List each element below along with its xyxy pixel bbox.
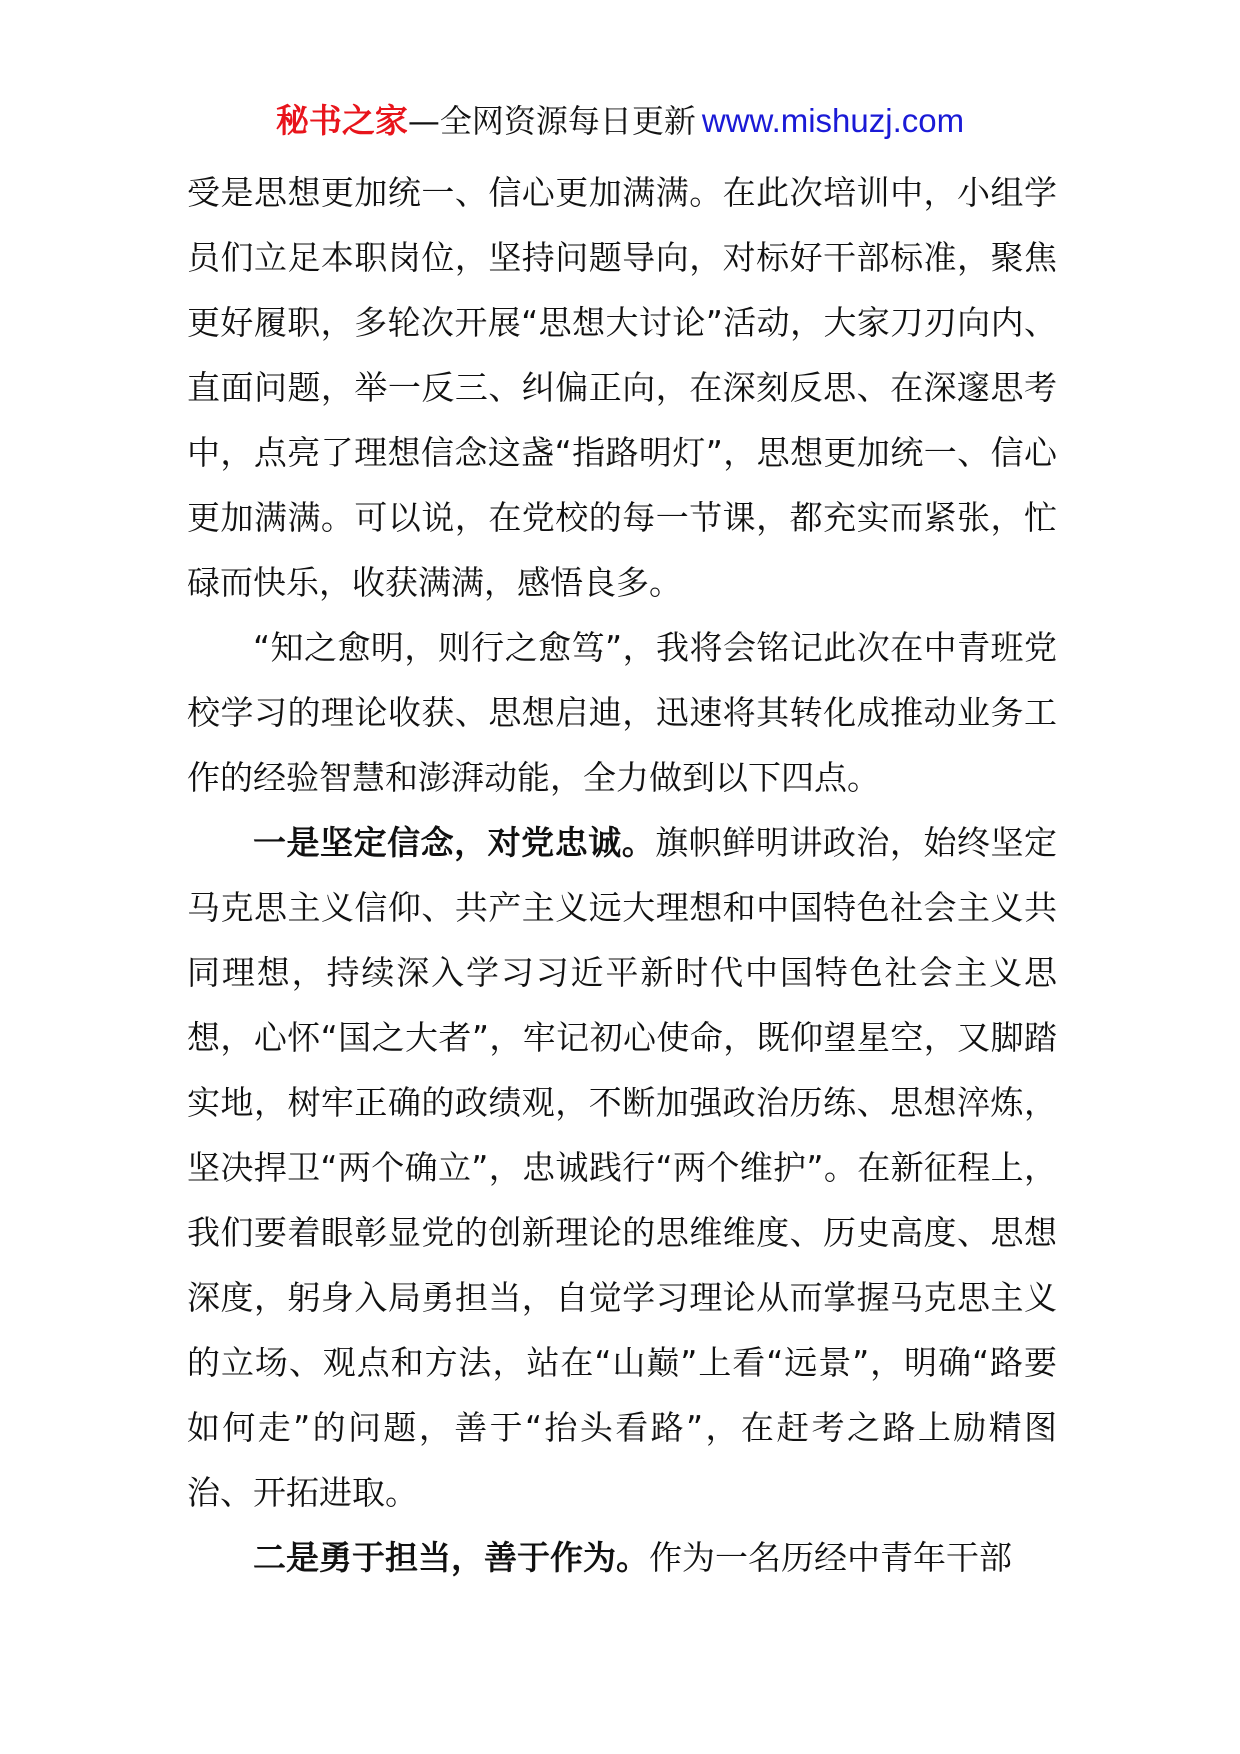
brand-name: 秘书之家 [275,101,408,140]
website-link[interactable]: www.mishuzj.com [701,102,965,139]
paragraph-lead: 二是勇于担当，善于作为。 [253,1538,649,1577]
paragraph [187,160,1057,615]
paragraph [187,615,1057,810]
paragraph [187,810,1057,1525]
paragraph [187,1525,1057,1590]
paragraph-text: 旗帜鲜明讲政治，始终坚定马克思主义信仰、共产主义远大理想和中国特色社会主义共同理想，持续深入学习习近平新时代中国特色社会主义思想，心怀“国之大者”，牢记初心使命，既仰望星空，又脚踏实地，树牢正确的政绩观，不断加强政治历练、思想淬炼，坚决捍卫“两个确立”，忠诚践行“两个维护”。在新征程上，我们要着眼彰显党的创新理论的思维维度、历史高度、思想深度，躬身入局勇担当，自觉学习理论从而掌握马克思主义的立场、观点和方法，站在“山巅”上看“远景”，明确“路要如何走”的问题，善于“抬头看路”，在赶考之路上励精图治、开拓进取。 [187,823,1058,1512]
page-header [0,98,1240,144]
header-tagline: —全网资源每日更新 [407,102,696,140]
paragraph-lead: 一是坚定信念，对党忠诚。 [253,823,656,862]
paragraph-text: 作为一名历经中青年干部 [649,1538,1012,1577]
document-body [187,160,1057,1590]
paragraph-text: “知之愈明，则行之愈笃”，我将会铭记此次在中青班党校学习的理论收获、思想启迪，迅速将其转化成推动业务工作的经验智慧和澎湃动能，全力做到以下四点。 [187,628,1057,797]
paragraph-text: 受是思想更加统一、信心更加满满。在此次培训中，小组学员们立足本职岗位，坚持问题导向，对标好干部标准，聚焦更好履职，多轮次开展“思想大讨论”活动，大家刀刃向内、直面问题，举一反三、纠偏正向，在深刻反思、在深邃思考中，点亮了理想信念这盏“指路明灯”，思想更加统一、信心更加满满。可以说，在党校的每一节课，都充实而紧张，忙碌而快乐，收获满满，感悟良多。 [187,173,1057,602]
